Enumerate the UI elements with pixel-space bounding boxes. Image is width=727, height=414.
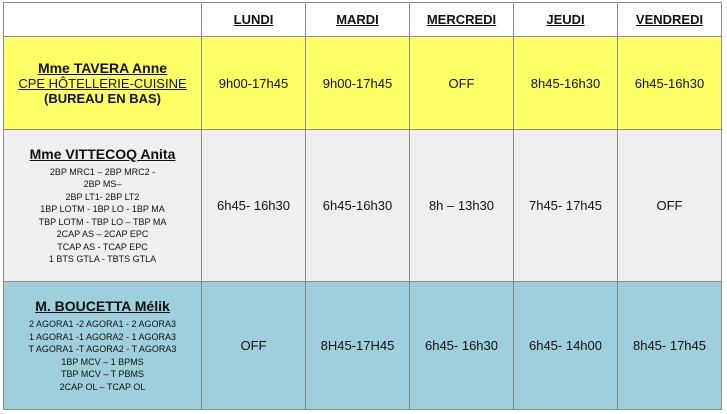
- class-line: 2BP MS–: [83, 179, 122, 189]
- class-line: 2CAP AS – 2CAP EPC: [56, 229, 149, 239]
- day-header-monday: LUNDI: [202, 3, 306, 37]
- day-header-wednesday: MERCREDI: [410, 3, 514, 37]
- day-header-tuesday: MARDI: [306, 3, 410, 37]
- class-line: 2 AGORA1 -2 AGORA1 - 2 AGORA3: [28, 319, 177, 329]
- staff-info-tavera: [4, 37, 202, 130]
- class-line: TCAP AS - TCAP EPC: [57, 241, 148, 252]
- hours-thursday: 7h45- 17h45: [514, 130, 618, 282]
- day-header-friday: VENDREDI: [618, 3, 722, 37]
- staff-role: CPE HÔTELLERIE-CUISINE: [18, 76, 187, 91]
- hours-tuesday: 8H45-17H45: [306, 282, 410, 410]
- hours-tuesday: 6h45-16h30: [306, 130, 410, 282]
- class-line: T AGORA1 -T AGORA2 - T AGORA3: [28, 344, 177, 354]
- schedule-table: [3, 2, 722, 410]
- class-line: 1BP LOTM - 1BP LO - 1BP MA: [40, 204, 165, 214]
- class-line: 1BP MCV – 1 BPMS: [61, 356, 144, 367]
- header-row: [4, 3, 722, 37]
- class-line: 2BP LT1- 2BP LT2: [65, 191, 140, 202]
- staff-info-boucetta: [4, 282, 202, 410]
- hours-friday: 8h45- 17h45: [618, 282, 722, 410]
- staff-row-vittecoq: [4, 130, 722, 282]
- hours-friday: OFF: [618, 130, 722, 282]
- staff-name: Mme TAVERA Anne: [37, 60, 168, 76]
- hours-friday: 6h45-16h30: [618, 37, 722, 130]
- class-line: 2BP MRC1 – 2BP MRC2 -: [49, 166, 156, 177]
- hours-wednesday: 6h45- 16h30: [410, 282, 514, 410]
- hours-wednesday: OFF: [410, 37, 514, 130]
- class-line: 1 AGORA1 -1 AGORA2 - 1 AGORA3: [28, 331, 177, 342]
- class-line: 1 BTS GTLA - TBTS GTLA: [48, 254, 157, 264]
- staff-name: M. BOUCETTA Mélik: [35, 298, 170, 314]
- corner-cell: [4, 3, 202, 37]
- staff-row-boucetta: [4, 282, 722, 410]
- hours-monday: OFF: [202, 282, 306, 410]
- class-line: TBP MCV – T PBMS: [60, 369, 145, 379]
- class-line: 2CAP OL – TCAP OL: [59, 381, 146, 392]
- staff-row-tavera: [4, 37, 722, 130]
- staff-info-vittecoq: [4, 130, 202, 282]
- staff-note: (BUREAU EN BAS): [44, 91, 161, 106]
- hours-tuesday: 9h00-17h45: [306, 37, 410, 130]
- class-line: TBP LOTM - TBP LO – TBP MA: [38, 216, 167, 227]
- staff-name: Mme VITTECOQ Anita: [29, 145, 176, 162]
- hours-thursday: 6h45- 14h00: [514, 282, 618, 410]
- hours-monday: 6h45- 16h30: [202, 130, 306, 282]
- day-header-thursday: JEUDI: [514, 3, 618, 37]
- hours-wednesday: 8h – 13h30: [410, 130, 514, 282]
- hours-thursday: 8h45-16h30: [514, 37, 618, 130]
- hours-monday: 9h00-17h45: [202, 37, 306, 130]
